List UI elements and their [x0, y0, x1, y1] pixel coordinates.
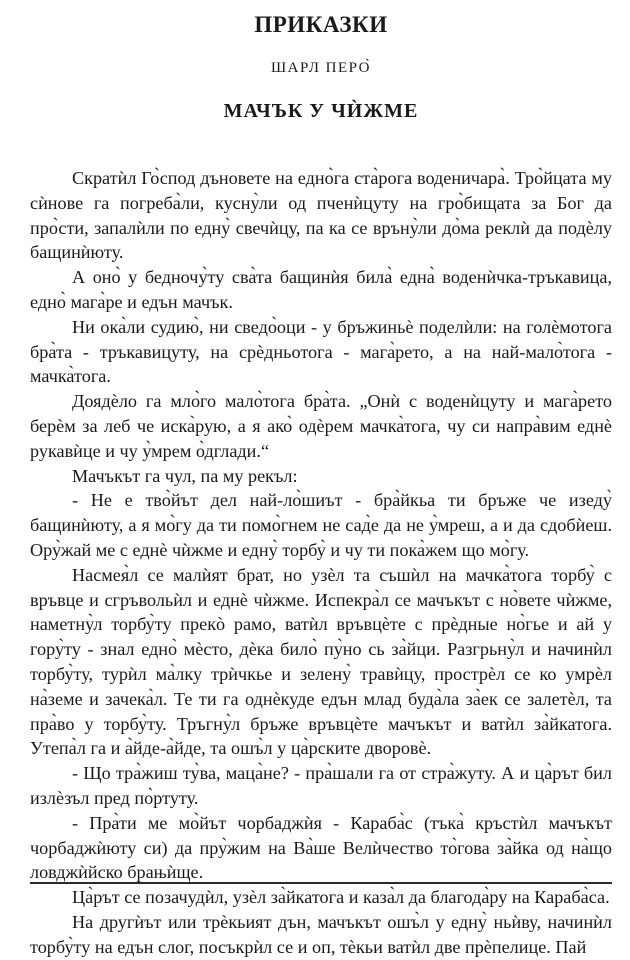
story-title: МАЧЪК У ЧЍЖМЕ — [223, 100, 419, 122]
story-text — [30, 166, 612, 960]
paragraph: Мачъкът га чул, па му рекъл: — [72, 465, 298, 486]
paragraph: А оно̀ у бедночу̀ту сва̀та бащинѝя била̀ една̀ воденѝчка-тръкавица, едно̀ мага̀ре и едън мачък. — [30, 267, 612, 312]
underline-rule — [30, 882, 612, 884]
paragraph: На другѝът или трѐкьият дън, мачъкът ошъ̀л у едну̀ ньѝву, начинѝл торбу̀ту на едън слог, посъкрѝл се и оп, тѐкьи ватѝл две прѐпелице. Пай — [30, 911, 612, 957]
author-name: ШАРЛ ПЕРО̀ — [271, 60, 371, 76]
book-title: ПРИКАЗКИ — [254, 12, 388, 37]
paragraph: - Не е тво̀йът дел най-ло̀шиът - бра̀йкьа ти бръже че изеду̀ бащинѝюту, а я мо̀гу да ти помо̀гнем не сад̀е да не у̀мреш, а и да сдобѝеш. Ору̀жай ме с еднѐ чѝжме и едну̀ торбу̀ и чу ти пока̀жем що мо̀гу. — [30, 490, 612, 560]
paragraph: Ца̀рът се позачудѝл, узѐл за̀йкатога и каза̀л да благода̀ру на Караба̀са. — [72, 887, 610, 908]
paragraph: - Що тра̀жиш ту̀ва, маца̀не? - пра̀шали га от стра̀жуту. А и ца̀рът бил излѐзъл пред по̀ртуту. — [30, 763, 612, 808]
paragraph: Доядѐло га мло̀го мало̀тога бра̀та. „Онѝ с воденѝцуту и мага̀рето берѐм за леб че иска̀рую, а я ако̀ одѐрем мачка̀тога, чу си напра̀вим еднѐ рукавѝце и чу у̀мрем о̀дглади.“ — [30, 391, 612, 461]
paragraph: Насмея̀л се малѝят брат, но узѐл та съшѝл на мачка̀тога торбу̀ с връвце и сгръвольѝл и еднѐ чѝжме. Испекра̀л се мачъкът с но̀вете чѝжме, наметну̀л торбу̀ту прекò рамо, ватѝл връвцѐте с прѐдные но̀гье и ай у гору̀ту - знал едно̀ мѐсто, дѐка било̀ пу̀но сь за̀йци. Разгрьну̀л и начинѝл торбу̀ту, турѝл ма̀лку трѝчкье и зелену̀ травѝцу, прострѐл се ко умрѐл на̀земе и зачека̀л. Те ти га однѐкуде едън млад буда̀ла за̀ек се залетѐл, та пра̀во у торбу̀ту. Тръгну̀л бръже връвцѐте мачъкът и ватѝл за̀йкатога. Утепа̀л га и а̀йде-а̀йде, та ошъ̀л у ца̀рските дворовѐ. — [30, 564, 612, 759]
paragraph: Скратѝл Го̀спод дъновете на едно̀га ста̀рога воденичара̀. Тро̀йцата му сѝнове га погреба̀ли, кусну̀ли од пченѝцуту на гро̀бищата за Бог да про̀сти, запалѝли по едну̀ свечѝцу, па ка се връну̀ли до̀ма реклѝ да подѐлу бащинѝюту. — [30, 168, 612, 263]
paragraph: - Пра̀ти ме мо̀йът чорбаджѝя - Караба̀с (тъка̀ кръстѝл мачъкът чорбаджѝюту си) да пру̀жим на Ва̀ше Велѝчество то̀гова за̀йка од на̀що ловджѝйско брањѝще. — [30, 812, 612, 883]
paragraph: Ни ока̀ли судию̀, ни сведо̀оци - у бръжиньѐ поделѝли: на голѐмотога бра̀та - тръкавицуту, на срѐдньотога - мага̀рето, а на най-мало̀тога - мачка̀тога. — [30, 316, 612, 387]
